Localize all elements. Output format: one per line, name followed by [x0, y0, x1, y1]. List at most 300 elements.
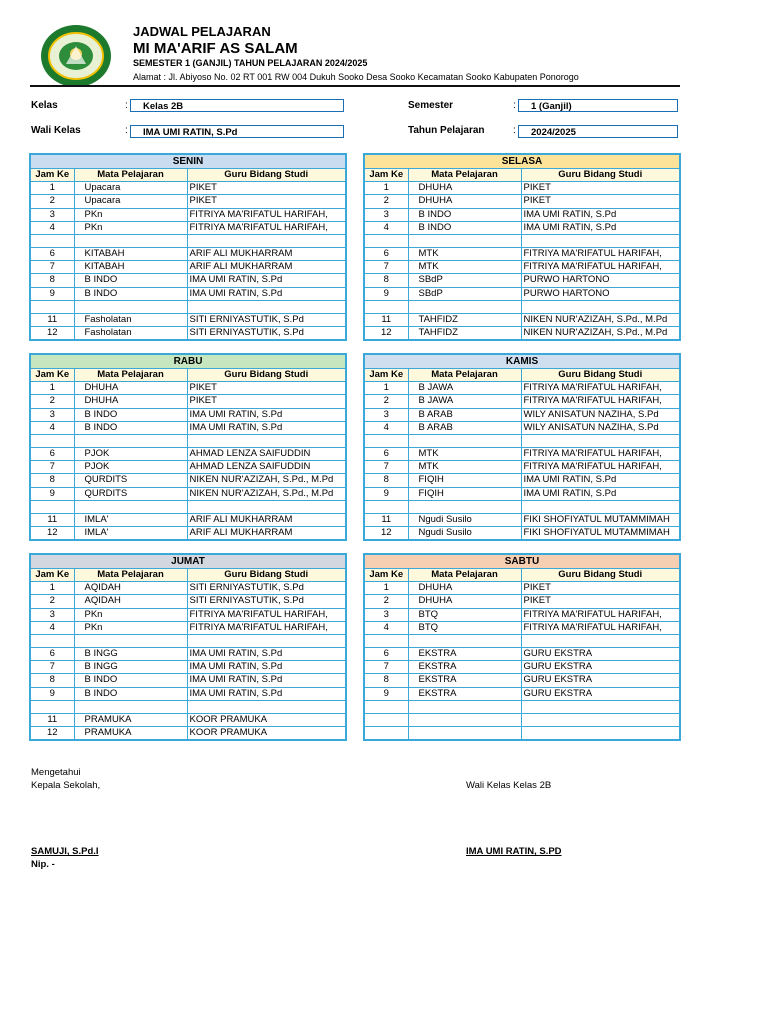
guru-col-header: Guru Bidang Studi: [187, 169, 346, 182]
table-row: [364, 221, 680, 234]
semester-label: Semester: [408, 100, 454, 111]
table-row: [30, 408, 346, 421]
guru-cell: [187, 634, 346, 647]
table-row: [30, 182, 346, 195]
guru-cell: FITRIYA MA'RIFATUL HARIFAH,: [187, 608, 346, 621]
jam-cell: [364, 726, 408, 740]
school-name: MI MA'ARIF AS SALAM: [133, 40, 298, 57]
table-row: [30, 674, 346, 687]
jam-cell: [364, 434, 408, 447]
wali-kelas-label: Wali Kelas: [31, 125, 81, 136]
guru-cell: [187, 434, 346, 447]
table-row: [30, 421, 346, 434]
mapel-cell: EKSTRA: [408, 647, 521, 660]
table-row: [364, 395, 680, 408]
mapel-cell: B INDO: [74, 287, 187, 300]
guru-cell: IMA UMI RATIN, S.Pd: [521, 208, 680, 221]
jam-cell: 11: [30, 313, 74, 326]
table-row: [30, 313, 346, 326]
guru-cell: FITRIYA MA'RIFATUL HARIFAH,: [187, 208, 346, 221]
jam-cell: 3: [364, 608, 408, 621]
guru-cell: FITRIYA MA'RIFATUL HARIFAH,: [521, 247, 680, 260]
table-row: [30, 195, 346, 208]
table-row: [30, 208, 346, 221]
jam-cell: [364, 700, 408, 713]
mapel-cell: EKSTRA: [408, 674, 521, 687]
jam-cell: 9: [364, 287, 408, 300]
jam-cell: [30, 300, 74, 313]
table-row: [30, 582, 346, 595]
guru-cell: [521, 434, 680, 447]
guru-col-header: Guru Bidang Studi: [187, 569, 346, 582]
kepala-sekolah-name: SAMUJI, S.Pd.I: [31, 846, 99, 857]
guru-cell: PIKET: [521, 595, 680, 608]
table-row: [30, 274, 346, 287]
jam-cell: 11: [30, 713, 74, 726]
table-row: [30, 474, 346, 487]
guru-cell: [521, 726, 680, 740]
mapel-cell: PKn: [74, 608, 187, 621]
mapel-col-header: Mata Pelajaran: [408, 569, 521, 582]
guru-cell: PIKET: [521, 582, 680, 595]
mapel-cell: DHUHA: [408, 195, 521, 208]
guru-cell: IMA UMI RATIN, S.Pd: [187, 687, 346, 700]
mapel-cell: [408, 700, 521, 713]
table-row: [364, 661, 680, 674]
table-row: [30, 300, 346, 313]
guru-cell: [187, 500, 346, 513]
guru-cell: IMA UMI RATIN, S.Pd: [187, 661, 346, 674]
table-row: [364, 300, 680, 313]
table-row: [30, 700, 346, 713]
wali-kelas-name: IMA UMI RATIN, S.PD: [466, 846, 562, 857]
day-header: SELASA: [364, 154, 680, 169]
table-row: [30, 634, 346, 647]
mapel-cell: B JAWA: [408, 395, 521, 408]
guru-cell: PIKET: [187, 382, 346, 395]
guru-cell: GURU EKSTRA: [521, 661, 680, 674]
table-row: [364, 408, 680, 421]
table-row: [30, 261, 346, 274]
guru-cell: PIKET: [521, 182, 680, 195]
guru-cell: ARIF ALI MUKHARRAM: [187, 513, 346, 526]
guru-cell: FITRIYA MA'RIFATUL HARIFAH,: [187, 621, 346, 634]
jam-cell: 7: [364, 261, 408, 274]
table-row: [30, 661, 346, 674]
jam-cell: 4: [30, 621, 74, 634]
table-row: [30, 647, 346, 660]
semester-field: 1 (Ganjil): [518, 99, 678, 112]
mapel-cell: DHUHA: [408, 582, 521, 595]
mapel-cell: B ARAB: [408, 408, 521, 421]
table-row: [30, 713, 346, 726]
mapel-cell: [408, 726, 521, 740]
guru-cell: IMA UMI RATIN, S.Pd: [187, 674, 346, 687]
jam-cell: 12: [30, 326, 74, 340]
jam-cell: 12: [30, 526, 74, 540]
table-row: [364, 647, 680, 660]
mapel-cell: PRAMUKA: [74, 713, 187, 726]
kepala-sekolah-label: Kepala Sekolah,: [31, 780, 101, 791]
tahun-label: Tahun Pelajaran: [408, 125, 485, 136]
mapel-cell: B INGG: [74, 647, 187, 660]
jam-cell: 4: [364, 421, 408, 434]
guru-cell: NIKEN NUR'AZIZAH, S.Pd., M.Pd: [521, 326, 680, 340]
mapel-cell: PKn: [74, 621, 187, 634]
jam-cell: 8: [30, 674, 74, 687]
guru-col-header: Guru Bidang Studi: [521, 169, 680, 182]
table-row: [30, 221, 346, 234]
guru-cell: FITRIYA MA'RIFATUL HARIFAH,: [521, 261, 680, 274]
table-row: [30, 287, 346, 300]
schedule-table-jumat: [29, 553, 347, 741]
colon: :: [125, 100, 128, 111]
schedule-table-senin: [29, 153, 347, 341]
table-row: [364, 634, 680, 647]
mapel-cell: B JAWA: [408, 382, 521, 395]
mapel-cell: Ngudi Susilo: [408, 526, 521, 540]
jam-col-header: Jam Ke: [364, 569, 408, 582]
jam-cell: [364, 713, 408, 726]
jam-cell: 1: [30, 182, 74, 195]
mapel-cell: B INDO: [74, 674, 187, 687]
table-row: [364, 687, 680, 700]
table-row: [364, 421, 680, 434]
mapel-cell: PKn: [74, 208, 187, 221]
mapel-cell: KITABAH: [74, 261, 187, 274]
guru-cell: [521, 700, 680, 713]
mapel-col-header: Mata Pelajaran: [74, 169, 187, 182]
jam-cell: [30, 500, 74, 513]
table-row: [30, 447, 346, 460]
mapel-cell: [74, 434, 187, 447]
mapel-cell: [408, 300, 521, 313]
guru-cell: KOOR PRAMUKA: [187, 726, 346, 740]
table-row: [30, 234, 346, 247]
jam-cell: 6: [364, 647, 408, 660]
table-row: [364, 326, 680, 340]
table-row: [364, 447, 680, 460]
guru-cell: GURU EKSTRA: [521, 687, 680, 700]
mapel-cell: FIQIH: [408, 474, 521, 487]
table-row: [364, 313, 680, 326]
mapel-col-header: Mata Pelajaran: [74, 369, 187, 382]
jam-cell: 1: [30, 582, 74, 595]
table-row: [364, 608, 680, 621]
guru-cell: IMA UMI RATIN, S.Pd: [187, 287, 346, 300]
table-row: [30, 247, 346, 260]
guru-cell: AHMAD LENZA SAIFUDDIN: [187, 447, 346, 460]
jam-cell: 6: [30, 447, 74, 460]
guru-cell: PIKET: [187, 182, 346, 195]
nip-text: Nip. -: [31, 859, 55, 870]
colon: :: [513, 125, 516, 136]
kelas-label: Kelas: [31, 100, 58, 111]
guru-cell: IMA UMI RATIN, S.Pd: [187, 421, 346, 434]
jam-cell: 7: [30, 261, 74, 274]
jam-cell: 12: [364, 326, 408, 340]
jam-cell: 4: [30, 421, 74, 434]
guru-col-header: Guru Bidang Studi: [187, 369, 346, 382]
schedule-table-kamis: [363, 353, 681, 541]
mapel-cell: [408, 500, 521, 513]
jam-cell: 9: [364, 687, 408, 700]
guru-cell: NIKEN NUR'AZIZAH, S.Pd., M.Pd: [521, 313, 680, 326]
mapel-cell: MTK: [408, 247, 521, 260]
guru-cell: IMA UMI RATIN, S.Pd: [187, 274, 346, 287]
address-line: Alamat : Jl. Abiyoso No. 02 RT 001 RW 004 Dukuh Sooko Desa Sooko Kecamatan Sooko Kabupaten Ponorogo: [133, 72, 579, 82]
mapel-cell: DHUHA: [74, 382, 187, 395]
jam-cell: 11: [364, 513, 408, 526]
jam-cell: 8: [364, 274, 408, 287]
table-row: [364, 726, 680, 740]
guru-cell: IMA UMI RATIN, S.Pd: [187, 647, 346, 660]
table-row: [364, 287, 680, 300]
guru-cell: FITRIYA MA'RIFATUL HARIFAH,: [521, 447, 680, 460]
jam-cell: 12: [364, 526, 408, 540]
table-row: [364, 713, 680, 726]
jam-col-header: Jam Ke: [30, 569, 74, 582]
table-row: [364, 700, 680, 713]
jam-cell: 4: [30, 221, 74, 234]
jam-cell: 7: [364, 661, 408, 674]
guru-cell: PURWO HARTONO: [521, 287, 680, 300]
mapel-cell: FIQIH: [408, 487, 521, 500]
jam-cell: 2: [364, 195, 408, 208]
jam-cell: [364, 300, 408, 313]
mapel-cell: B INDO: [74, 421, 187, 434]
table-row: [364, 274, 680, 287]
jam-cell: 8: [30, 274, 74, 287]
mapel-cell: B INDO: [408, 221, 521, 234]
mapel-cell: AQIDAH: [74, 582, 187, 595]
guru-cell: WILY ANISATUN NAZIHA, S.Pd: [521, 421, 680, 434]
table-row: [30, 687, 346, 700]
mapel-cell: TAHFIDZ: [408, 326, 521, 340]
jam-cell: 2: [364, 395, 408, 408]
guru-cell: [521, 300, 680, 313]
mapel-cell: PJOK: [74, 461, 187, 474]
mapel-cell: [408, 634, 521, 647]
guru-cell: PURWO HARTONO: [521, 274, 680, 287]
mapel-cell: [74, 634, 187, 647]
mapel-cell: [74, 500, 187, 513]
jam-cell: 3: [364, 208, 408, 221]
mapel-col-header: Mata Pelajaran: [74, 569, 187, 582]
guru-cell: [187, 234, 346, 247]
jam-cell: 2: [364, 595, 408, 608]
mapel-cell: SBdP: [408, 274, 521, 287]
jam-cell: 9: [30, 487, 74, 500]
guru-cell: FITRIYA MA'RIFATUL HARIFAH,: [521, 461, 680, 474]
table-row: [30, 487, 346, 500]
jam-col-header: Jam Ke: [364, 169, 408, 182]
table-row: [30, 434, 346, 447]
guru-cell: [521, 634, 680, 647]
mapel-cell: IMLA': [74, 513, 187, 526]
jam-cell: [30, 434, 74, 447]
day-header: KAMIS: [364, 354, 680, 369]
jam-cell: 6: [364, 447, 408, 460]
table-row: [364, 461, 680, 474]
jam-cell: [364, 634, 408, 647]
jam-cell: 11: [30, 513, 74, 526]
guru-cell: IMA UMI RATIN, S.Pd: [521, 474, 680, 487]
schedule-table-rabu: [29, 353, 347, 541]
jam-cell: 3: [30, 608, 74, 621]
guru-cell: ARIF ALI MUKHARRAM: [187, 247, 346, 260]
guru-cell: SITI ERNIYASTUTIK, S.Pd: [187, 595, 346, 608]
jam-cell: 12: [30, 726, 74, 740]
mengetahui-text: Mengetahui: [31, 767, 81, 778]
guru-cell: WILY ANISATUN NAZIHA, S.Pd: [521, 408, 680, 421]
guru-cell: SITI ERNIYASTUTIK, S.Pd: [187, 582, 346, 595]
table-row: [364, 487, 680, 500]
table-row: [364, 247, 680, 260]
kelas-field: Kelas 2B: [130, 99, 344, 112]
table-row: [364, 382, 680, 395]
mapel-cell: QURDITS: [74, 487, 187, 500]
table-row: [30, 513, 346, 526]
table-row: [364, 182, 680, 195]
guru-cell: [187, 700, 346, 713]
mapel-cell: MTK: [408, 447, 521, 460]
guru-cell: PIKET: [187, 195, 346, 208]
jam-cell: 7: [30, 461, 74, 474]
day-header: RABU: [30, 354, 346, 369]
mapel-cell: Fasholatan: [74, 313, 187, 326]
table-row: [364, 234, 680, 247]
table-row: [364, 582, 680, 595]
mapel-cell: TAHFIDZ: [408, 313, 521, 326]
mapel-cell: Upacara: [74, 182, 187, 195]
mapel-cell: [408, 434, 521, 447]
table-row: [364, 513, 680, 526]
guru-cell: IMA UMI RATIN, S.Pd: [187, 408, 346, 421]
jam-cell: 4: [364, 221, 408, 234]
jam-cell: 1: [30, 382, 74, 395]
jam-cell: 6: [30, 247, 74, 260]
jam-cell: 8: [364, 674, 408, 687]
mapel-cell: B INDO: [74, 408, 187, 421]
mapel-cell: PRAMUKA: [74, 726, 187, 740]
guru-cell: FITRIYA MA'RIFATUL HARIFAH,: [521, 382, 680, 395]
mapel-cell: B INDO: [74, 687, 187, 700]
colon: :: [125, 125, 128, 136]
mapel-cell: B ARAB: [408, 421, 521, 434]
guru-cell: FIKI SHOFIYATUL MUTAMMIMAH: [521, 513, 680, 526]
mapel-cell: IMLA': [74, 526, 187, 540]
jam-cell: [30, 634, 74, 647]
guru-cell: SITI ERNIYASTUTIK, S.Pd: [187, 326, 346, 340]
table-row: [364, 526, 680, 540]
mapel-cell: [408, 713, 521, 726]
jam-cell: 9: [30, 287, 74, 300]
guru-cell: [521, 500, 680, 513]
guru-cell: FIKI SHOFIYATUL MUTAMMIMAH: [521, 526, 680, 540]
mapel-cell: [74, 700, 187, 713]
guru-cell: PIKET: [521, 195, 680, 208]
mapel-cell: [74, 234, 187, 247]
colon: :: [513, 100, 516, 111]
table-row: [364, 595, 680, 608]
guru-cell: GURU EKSTRA: [521, 647, 680, 660]
wali-kelas-sign-label: Wali Kelas Kelas 2B: [466, 780, 552, 791]
jam-cell: 7: [364, 461, 408, 474]
guru-cell: ARIF ALI MUKHARRAM: [187, 526, 346, 540]
guru-cell: GURU EKSTRA: [521, 674, 680, 687]
table-row: [364, 674, 680, 687]
mapel-cell: B INDO: [74, 274, 187, 287]
guru-cell: NIKEN NUR'AZIZAH, S.Pd., M.Pd: [187, 487, 346, 500]
jam-cell: 9: [364, 487, 408, 500]
mapel-cell: DHUHA: [408, 595, 521, 608]
day-header: SENIN: [30, 154, 346, 169]
guru-cell: KOOR PRAMUKA: [187, 713, 346, 726]
mapel-cell: Ngudi Susilo: [408, 513, 521, 526]
table-row: [30, 382, 346, 395]
jam-col-header: Jam Ke: [30, 169, 74, 182]
mapel-cell: QURDITS: [74, 474, 187, 487]
jam-cell: 1: [364, 182, 408, 195]
mapel-cell: PKn: [74, 221, 187, 234]
wali-kelas-field: IMA UMI RATIN, S.Pd: [130, 125, 344, 138]
mapel-cell: MTK: [408, 461, 521, 474]
tahun-field: 2024/2025: [518, 125, 678, 138]
jam-cell: 2: [30, 395, 74, 408]
mapel-cell: DHUHA: [408, 182, 521, 195]
guru-cell: AHMAD LENZA SAIFUDDIN: [187, 461, 346, 474]
guru-cell: FITRIYA MA'RIFATUL HARIFAH,: [187, 221, 346, 234]
guru-cell: IMA UMI RATIN, S.Pd: [521, 221, 680, 234]
mapel-cell: EKSTRA: [408, 687, 521, 700]
table-row: [364, 474, 680, 487]
mapel-cell: AQIDAH: [74, 595, 187, 608]
jam-cell: [30, 234, 74, 247]
mapel-col-header: Mata Pelajaran: [408, 369, 521, 382]
jam-cell: 4: [364, 621, 408, 634]
jam-cell: 3: [30, 208, 74, 221]
jam-cell: 8: [30, 474, 74, 487]
day-header: JUMAT: [30, 554, 346, 569]
table-row: [30, 526, 346, 540]
table-row: [30, 395, 346, 408]
guru-cell: [521, 713, 680, 726]
jam-cell: 6: [30, 647, 74, 660]
mapel-cell: SBdP: [408, 287, 521, 300]
schedule-table-sabtu: [363, 553, 681, 741]
jam-cell: 1: [364, 582, 408, 595]
mapel-cell: [408, 234, 521, 247]
jam-cell: 11: [364, 313, 408, 326]
mapel-cell: B INDO: [408, 208, 521, 221]
jam-cell: 1: [364, 382, 408, 395]
schedule-table-selasa: [363, 153, 681, 341]
table-row: [30, 621, 346, 634]
guru-cell: IMA UMI RATIN, S.Pd: [521, 487, 680, 500]
table-row: [30, 608, 346, 621]
jam-cell: 2: [30, 595, 74, 608]
mapel-cell: BTQ: [408, 608, 521, 621]
mapel-cell: Fasholatan: [74, 326, 187, 340]
jam-cell: [364, 234, 408, 247]
jam-cell: 8: [364, 474, 408, 487]
jam-col-header: Jam Ke: [30, 369, 74, 382]
jam-cell: 7: [30, 661, 74, 674]
mapel-cell: Upacara: [74, 195, 187, 208]
guru-cell: NIKEN NUR'AZIZAH, S.Pd., M.Pd: [187, 474, 346, 487]
table-row: [364, 208, 680, 221]
